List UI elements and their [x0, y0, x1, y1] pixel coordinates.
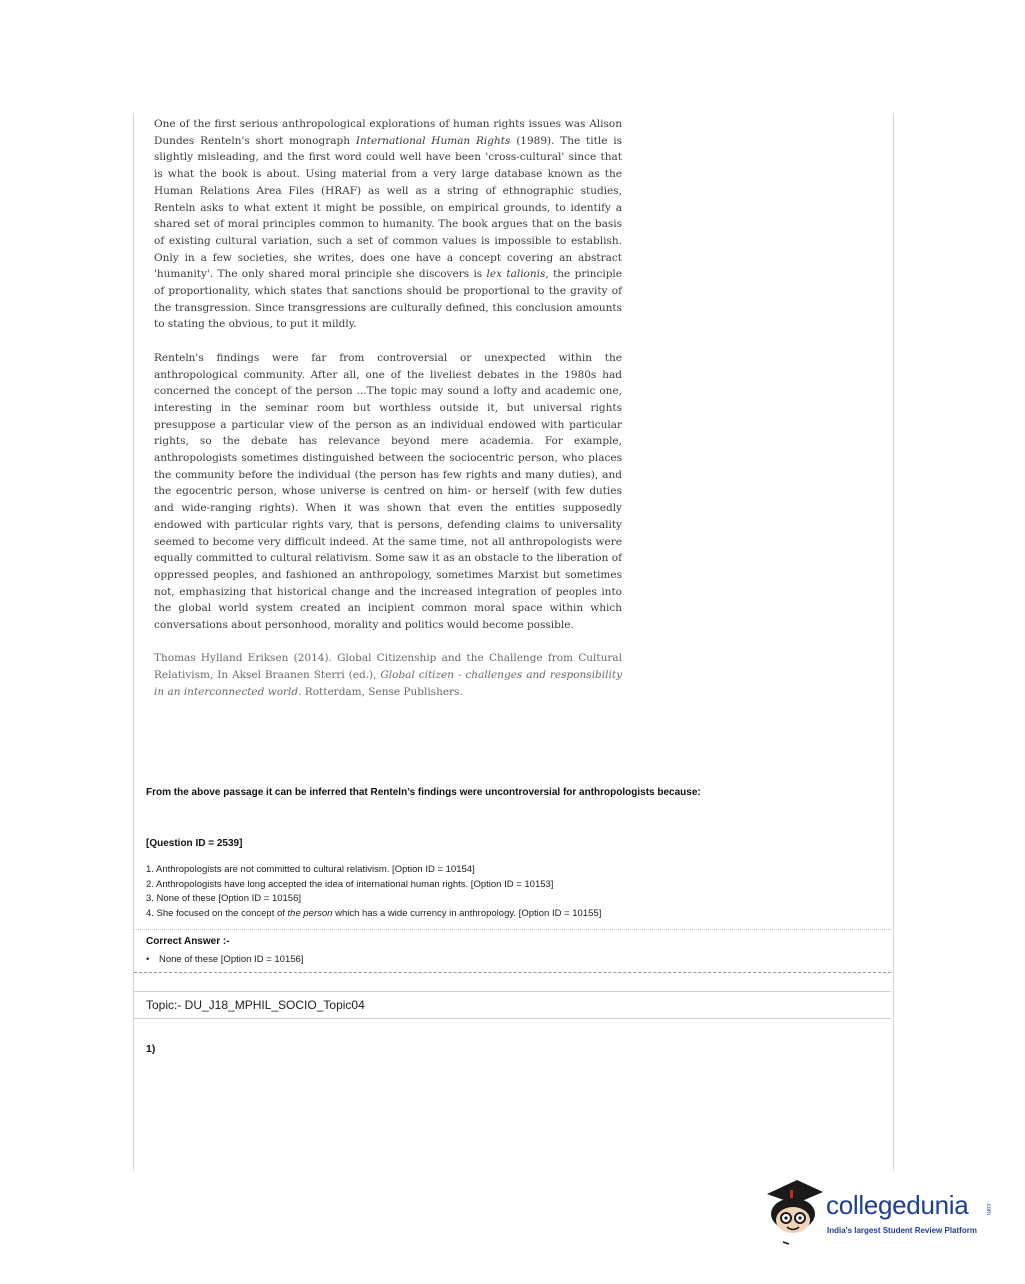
question-number: 1) — [146, 1043, 156, 1055]
topic-title: Topic:- DU_J18_MPHIL_SOCIO_Topic04 — [146, 998, 365, 1012]
passage-paragraph-2: Renteln's findings were far from controversial or unexpected within the anthropological community. After all, one of the liveliest debates in the 1980s had concerned the concept of the person ...The topic may sound a lofty and academic one, interesting in the seminar room but worthless outside it, but universal rights presuppose a particular view of the person as an individual endowed with particular rights, so the debate has relevance beyond mere academia. For example, anthropologists sometimes distinguished between the sociocentric person, who places the community before the individual (the person has few rights and many duties), and the egocentric person, whose universe is centred on him- or herself (with few duties and wide-ranging rights). When it was shown that even the entities supposedly endowed with particular rights vary, that is persons, defending claims to universality seemed to become very difficult indeed. At the same time, not all anthropologists were equally committed to cultural relativism. Some saw it as an obstacle to the liberation of oppressed peoples, and fashioned an anthropology, sometimes Marxist but sometimes not, emphasizing that historical change and the increased integration of peoples into the global world system created an incipient common moral space within which conversations about personhood, morality and politics would become possible. — [154, 351, 622, 632]
passage-citation: Thomas Hylland Eriksen (2014). Global Citizenship and the Challenge from Cultural Relativism, In Aksel Braanen Sterri (ed.), Global citizen - challenges and responsibility in an interconnected world. Rotterdam, Sense Publishers. — [154, 652, 622, 698]
logo-tagline: India's largest Student Review Platform — [827, 1226, 977, 1235]
reading-passage — [154, 116, 622, 717]
mascot-icon — [765, 1174, 825, 1254]
option-list — [146, 863, 601, 922]
passage-paragraph-1: One of the first serious anthropological explorations of human rights issues was Alison Dundes Renteln's short monograph International Human Rights (1989). The title is slightly misleading, and the first word could well have been 'cross-cultural' since that is what the book is about. Using material from a very large database known as the Human Relations Area Files (HRAF) as well as a string of ethnographic studies, Renteln asks to what extent it might be possible, on empirical grounds, to identify a shared set of moral principles common to humanity. The book argues that on the basis of existing cultural variation, such a set of common values is impossible to establish. Only in a few societies, she writes, does one have a concept covering an abstract 'humanity'. The only shared moral principle she discovers is lex talionis, the principle of proportionality, which states that sanctions should be proportional to the gravity of the transgression. Since transgressions are culturally defined, this conclusion amounts to stating the obvious, to put it mildly. — [154, 118, 622, 331]
logo-wordmark: collegedunia — [826, 1190, 969, 1220]
question-id: [Question ID = 2539] — [146, 838, 243, 849]
topic-header — [134, 991, 891, 1019]
correct-answer-item — [146, 954, 303, 965]
option-item: 1. Anthropologists are not committed to cultural relativism. [Option ID = 10154] — [146, 864, 475, 875]
divider — [134, 929, 891, 930]
bullet-icon: • — [146, 954, 150, 965]
divider — [134, 972, 891, 973]
option-item: 2. Anthropologists have long accepted the idea of international human rights. [Option ID = 10153] — [146, 878, 554, 890]
collegedunia-logo — [765, 1174, 995, 1254]
logo-domain: .com — [985, 1202, 991, 1216]
correct-answer-label: Correct Answer :- — [146, 936, 230, 947]
option-item: 3. None of these [Option ID = 10156] — [146, 893, 302, 905]
correct-answer-value: None of these [Option ID = 10156] — [159, 954, 304, 965]
option-item: 4. She focused on the concept of the person which has a wide currency in anthropology. [Option ID = 10155] — [146, 908, 602, 920]
question-text: From the above passage it can be inferred that Renteln’s findings were uncontroversial for anthropologists because: — [146, 787, 701, 798]
